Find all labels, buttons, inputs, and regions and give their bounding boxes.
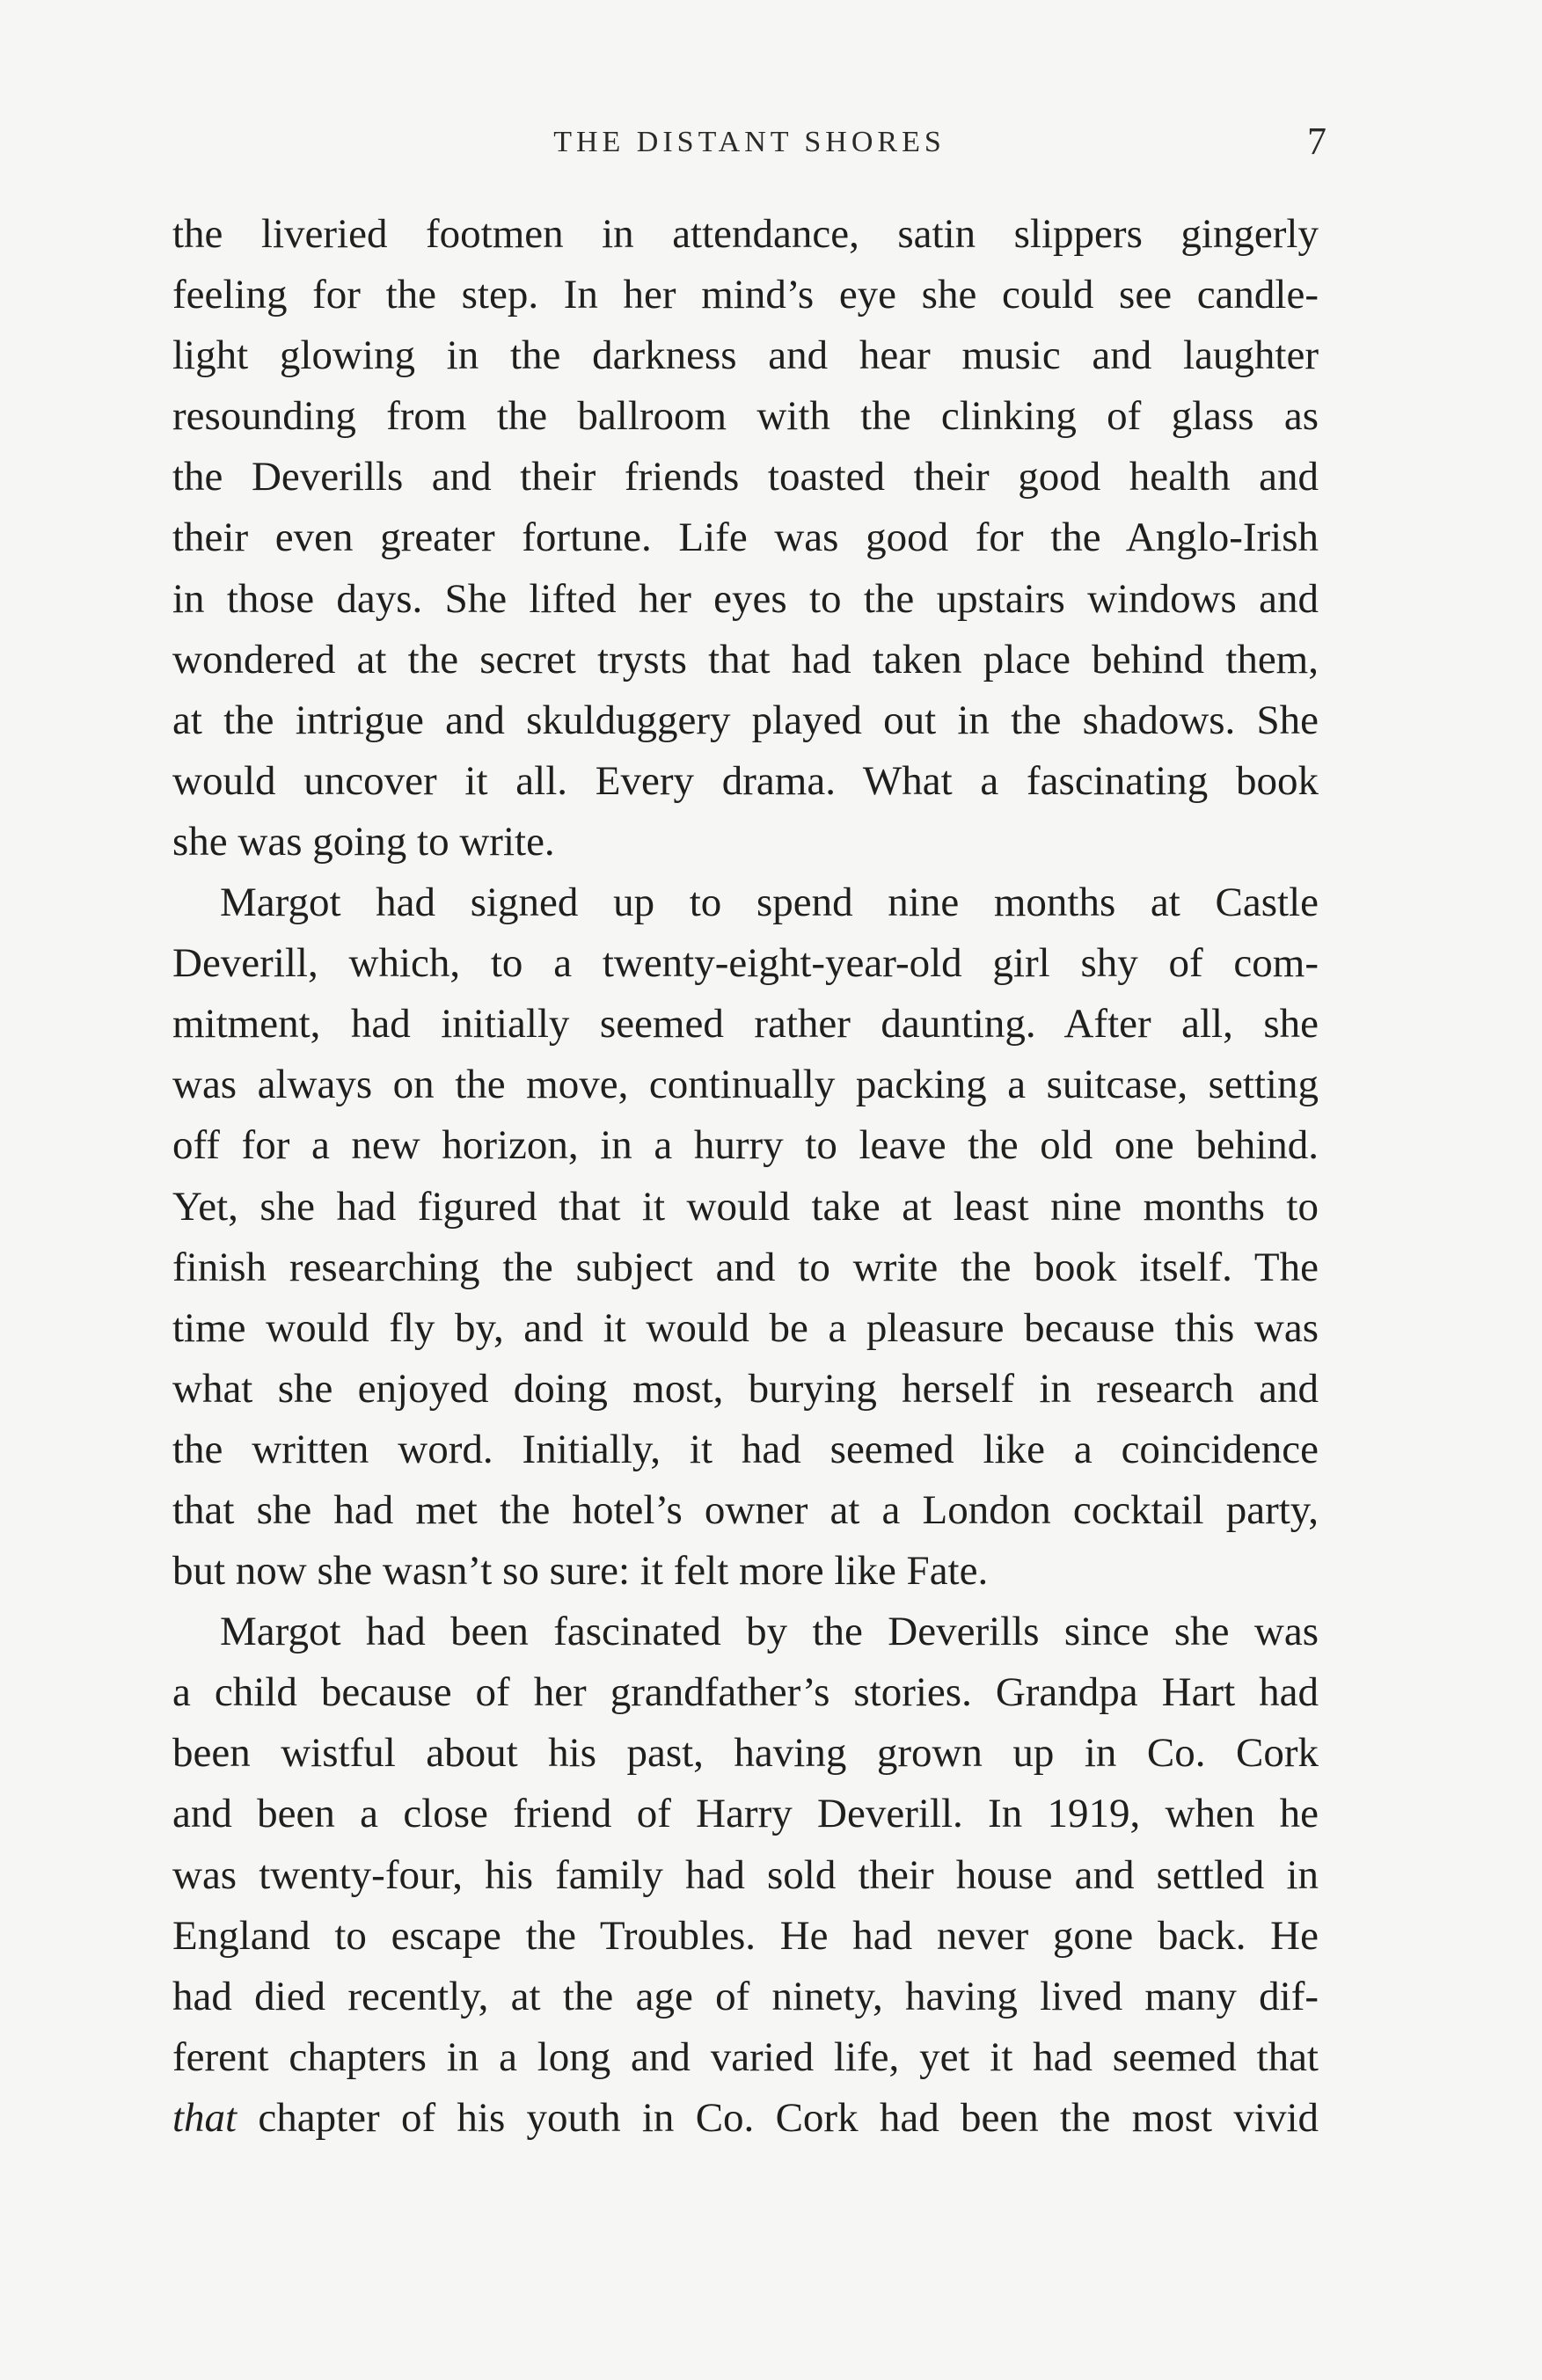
text-line <box>172 1420 1319 1480</box>
text-line <box>172 1906 1319 1967</box>
line-text: what she enjoyed doing most, burying herself in research and <box>172 1365 1319 1412</box>
line-text: had died recently, at the age of ninety, having lived many dif- <box>172 1973 1319 2019</box>
text-line <box>172 1723 1319 1784</box>
text-line <box>172 751 1319 812</box>
line-text: in those days. She lifted her eyes to the upstairs windows and <box>172 575 1319 622</box>
text-line <box>172 1237 1319 1298</box>
body-text <box>172 204 1319 2149</box>
text-line <box>172 1359 1319 1420</box>
text-line <box>172 1662 1319 1723</box>
text-line <box>172 386 1319 447</box>
line-text: Margot had signed up to spend nine months at Castle <box>220 880 1319 926</box>
line-text: chapter of his youth in Co. Cork had been the most vivid <box>258 2094 1319 2141</box>
page-number: 7 <box>1307 120 1326 163</box>
running-title: THE DISTANT SHORES <box>553 126 946 158</box>
text-line <box>172 507 1319 568</box>
text-line <box>172 872 1319 933</box>
text-line <box>172 630 1319 690</box>
line-text: at the intrigue and skulduggery played out in the shadows. She <box>172 697 1319 743</box>
line-text: Margot had been fascinated by the Deverills since she was <box>220 1609 1319 1655</box>
line-text: she was going to write. <box>172 818 555 865</box>
text-line <box>172 1967 1319 2027</box>
line-text: been wistful about his past, having grown up in Co. Cork <box>172 1730 1319 1777</box>
line-text: their even greater fortune. Life was good for the Anglo-Irish <box>172 515 1319 561</box>
line-text: feeling for the step. In her mind’s eye she could see candle- <box>172 272 1319 318</box>
text-line <box>172 933 1319 994</box>
line-text: the liveried footmen in attendance, satin slippers gingerly <box>172 211 1319 257</box>
text-line <box>172 812 1319 872</box>
text-line <box>172 2027 1319 2088</box>
text-line <box>172 1784 1319 1844</box>
text-line <box>172 2088 1319 2149</box>
text-line <box>172 690 1319 751</box>
line-text: England to escape the Troubles. He had never gone back. He <box>172 1912 1319 1959</box>
text-line <box>172 1845 1319 1906</box>
text-line <box>172 994 1319 1055</box>
text-line <box>172 204 1319 265</box>
line-text: wondered at the secret trysts that had taken place behind them, <box>172 636 1319 683</box>
text-line <box>172 447 1319 507</box>
line-text: time would fly by, and it would be a pleasure because this was <box>172 1304 1319 1351</box>
text-line <box>172 1177 1319 1237</box>
text-line <box>172 1602 1319 1662</box>
line-text: resounding from the ballroom with the clinking of glass as <box>172 393 1319 440</box>
text-line <box>172 1480 1319 1541</box>
line-text: but now she wasn’t so sure: it felt more like Fate. <box>172 1548 989 1595</box>
line-text: a child because of her grandfather’s stories. Grandpa Hart had <box>172 1669 1319 1716</box>
line-text: finish researching the subject and to write the book itself. The <box>172 1244 1319 1290</box>
text-line <box>172 1055 1319 1115</box>
line-text: the written word. Initially, it had seemed like a coincidence <box>172 1426 1319 1472</box>
text-line <box>172 265 1319 325</box>
text-line <box>172 1115 1319 1176</box>
running-head <box>172 119 1326 172</box>
line-text: off for a new horizon, in a hurry to leave the old one behind. <box>172 1122 1319 1169</box>
line-text: Yet, she had figured that it would take at least nine months to <box>172 1183 1319 1230</box>
line-text: that she had met the hotel’s owner at a London cocktail party, <box>172 1486 1319 1533</box>
line-text: Deverill, which, to a twenty-eight-year-old girl shy of com- <box>172 940 1319 987</box>
line-text: and been a close friend of Harry Deverill. In 1919, when he <box>172 1791 1319 1837</box>
line-text: ferent chapters in a long and varied life, yet it had seemed that <box>172 2033 1319 2080</box>
text-line <box>172 569 1319 630</box>
text-line <box>172 325 1319 386</box>
text-line <box>172 1298 1319 1359</box>
line-text: was always on the move, continually packing a suitcase, setting <box>172 1062 1319 1108</box>
line-text: was twenty-four, his family had sold their house and settled in <box>172 1851 1319 1898</box>
italic-word: that <box>172 2094 238 2141</box>
line-text: mitment, had initially seemed rather daunting. After all, she <box>172 1001 1319 1048</box>
line-text: would uncover it all. Every drama. What a fascinating book <box>172 757 1319 804</box>
text-line <box>172 1541 1319 1602</box>
line-text: the Deverills and their friends toasted their good health and <box>172 454 1319 500</box>
line-text: light glowing in the darkness and hear music and laughter <box>172 332 1319 379</box>
